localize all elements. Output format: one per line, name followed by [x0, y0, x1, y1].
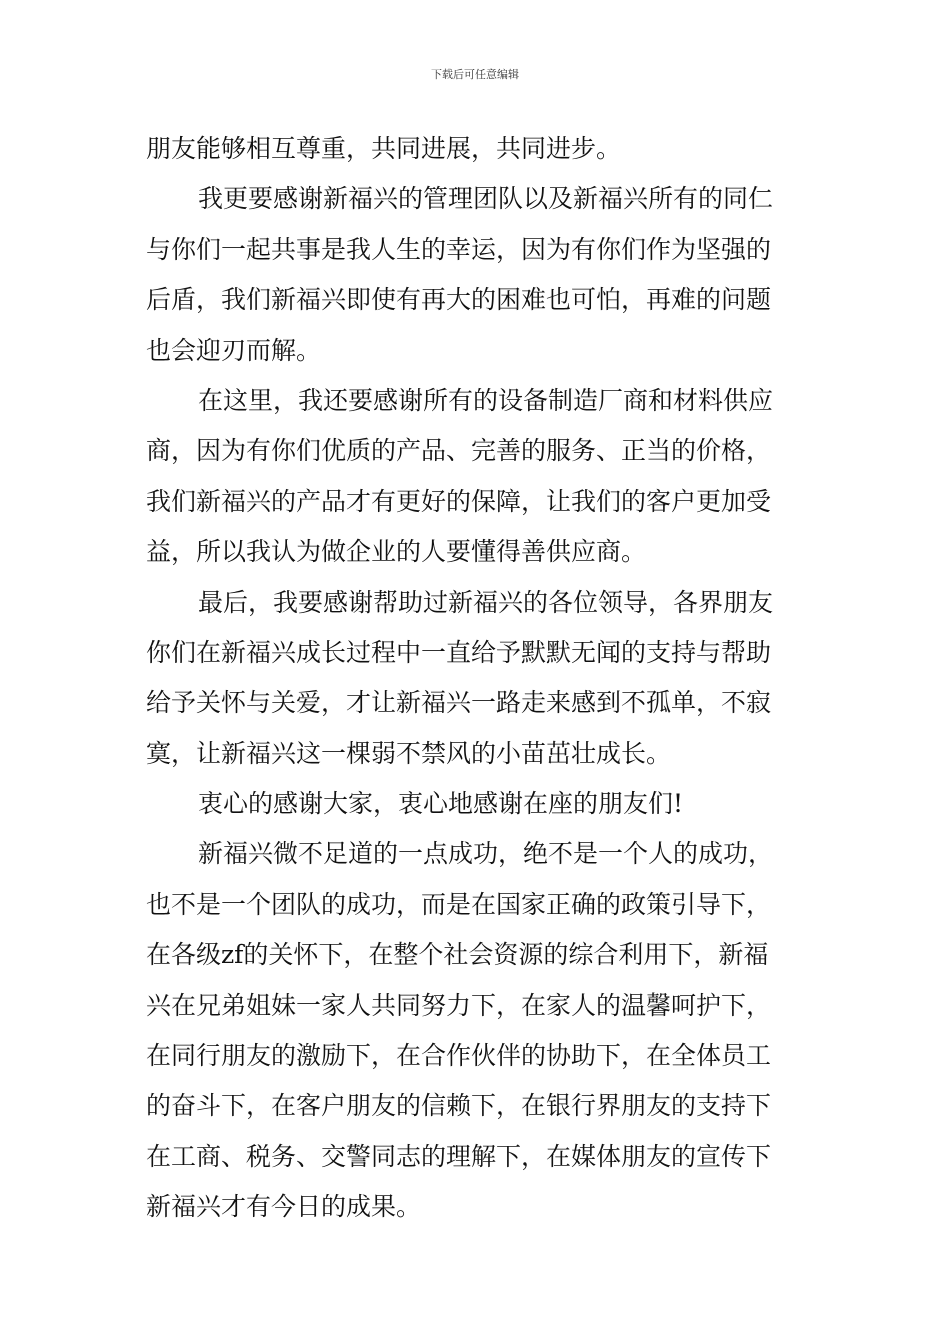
- text-line: 也会迎刃而解。: [146, 335, 322, 365]
- text-line: 兴在兄弟姐妹一家人共同努力下，在家人的温馨呵护下，: [146, 990, 772, 1020]
- text-line: 朋友能够相互尊重，共同进展，共同进步。: [146, 134, 622, 163]
- text-line: 与你们一起共事是我人生的幸运，因为有你们作为坚强的: [146, 234, 772, 264]
- text-line: 也不是一个团队的成功，而是在国家正确的政策引导下，: [146, 889, 772, 919]
- text-line: 最后，我要感谢帮助过新福兴的各位领导，各界朋友: [198, 587, 774, 617]
- text-line: 后盾，我们新福兴即使有再大的困难也可怕，再难的问题: [146, 285, 772, 315]
- text-line: 你们在新福兴成长过程中一直给予默默无闻的支持与帮助: [146, 637, 772, 667]
- text-line: 新福兴才有今日的成果。: [146, 1192, 422, 1222]
- text-line: 给予关怀与关爱，才让新福兴一路走来感到不孤单，不寂: [146, 688, 772, 718]
- text-line: 在这里，我还要感谢所有的设备制造厂商和材料供应: [198, 385, 774, 415]
- text-line: 衷心的感谢大家，衷心地感谢在座的朋友们!: [198, 789, 684, 819]
- text-line: 商，因为有你们优质的产品、完善的服务、正当的价格，: [146, 436, 772, 466]
- text-line: 我更要感谢新福兴的管理团队以及新福兴所有的同仁: [198, 184, 774, 214]
- text-line: 的奋斗下，在客户朋友的信赖下，在银行界朋友的支持下: [146, 1091, 772, 1121]
- text-line: 寞，让新福兴这一棵弱不禁风的小苗茁壮成长。: [146, 738, 672, 768]
- text-line: 在各级zf的关怀下，在整个社会资源的综合利用下，新福: [146, 940, 769, 970]
- page-header-note: 下载后可任意编辑: [431, 68, 519, 81]
- text-line: 新福兴微不足道的一点成功，绝不是一个人的成功，: [198, 839, 774, 869]
- text-line: 益，所以我认为做企业的人要懂得善供应商。: [146, 537, 647, 567]
- text-line: 我们新福兴的产品才有更好的保障，让我们的客户更加受: [146, 486, 772, 516]
- text-line: 在工商、税务、交警同志的理解下，在媒体朋友的宣传下: [146, 1141, 772, 1171]
- text-line: 在同行朋友的激励下，在合作伙伴的协助下，在全体员工: [146, 1041, 772, 1071]
- document-body: [146, 124, 816, 1233]
